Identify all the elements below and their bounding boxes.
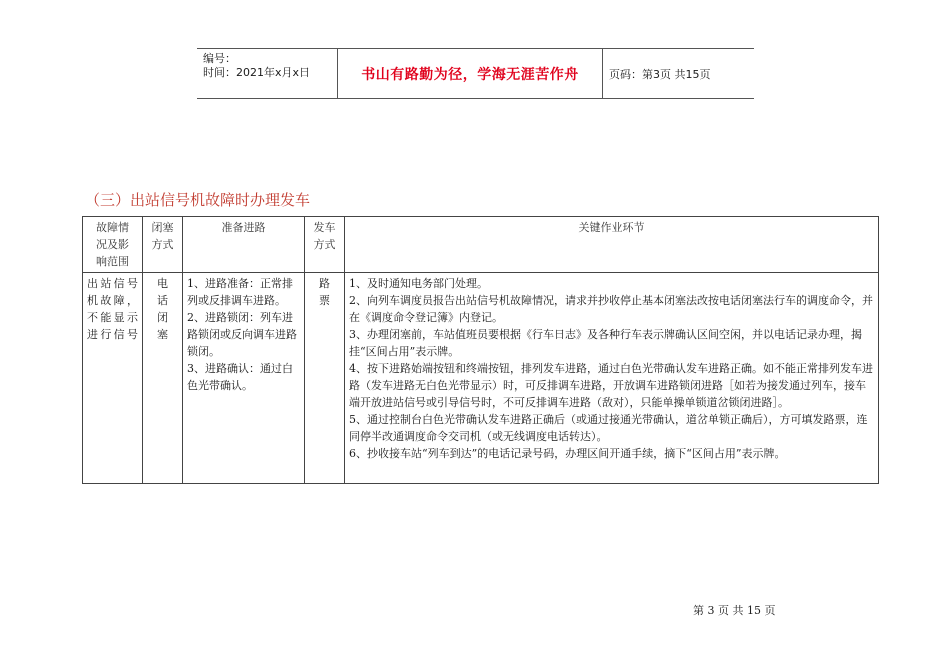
key-step: 5、通过控制台白色光带确认发车进路正确后（或通过接通光带确认，道岔单锁正确后），方可填发路票，连同停半改通调度命令交司机（或无线调度电话转达）。 [349,413,868,443]
header-block-mode: 闭塞 方式 [143,217,183,273]
key-step: 2、向列车调度员报告出站信号机故障情况，请求并抄收停止基本闭塞法改按电话闭塞法行车的调度命令，并在《调度命令登记簿》内登记。 [349,294,873,324]
route-step: 2、进路锁闭：列车进路锁闭或反向调车进路锁闭。 [187,311,297,358]
cell-key-steps [345,273,879,484]
header-fault-scope: 故障情 况及影 响范围 [83,217,143,273]
page-header [197,48,754,99]
key-step: 4、按下进路始端按钮和终端按钮，排列发车进路，通过白色光带确认发车进路正确。如不能正常排列发车进路（发车进路无白色光带显示）时，可反排调车进路，开放调车进路锁闭进路［如若为接发通过列车，接车端开放进站信号或引导信号时，不可反排调车进路（敌对），只能单操单锁道岔锁闭进路］。 [349,362,873,409]
route-step: 1、进路准备：正常排列或反排调车进路。 [187,277,293,307]
page-footer: 第 3 页 共 15 页 [693,604,776,617]
table-header-row [83,217,879,273]
key-step: 3、办理闭塞前，车站值班员要根据《行车日志》及各种行车表示牌确认区间空闲，并以电话记录办理，揭挂“区间占用”表示牌。 [349,328,862,358]
header-depart-mode: 发车 方式 [305,217,345,273]
procedure-table [82,216,879,484]
header-route-prep: 准备进路 [183,217,305,273]
header-key-steps: 关键作业环节 [345,217,879,273]
key-step: 6、抄收接车站“列车到达”的电话记录号码，办理区间开通手续，摘下“区间占用”表示牌。 [349,447,786,460]
header-motto: 书山有路勤为径，学海无涯苦作舟 [338,49,603,98]
header-meta [197,49,338,98]
header-page-number: 页码：第3页 共15页 [609,67,711,81]
number-label: 编号： [203,52,236,65]
cell-depart-mode: 路 票 [305,273,345,484]
date-text: 时间：2021年x月x日 [203,66,311,79]
key-step: 1、及时通知电务部门处理。 [349,277,488,290]
cell-block-mode: 电 话 闭 塞 [143,273,183,484]
cell-route-prep [183,273,305,484]
cell-fault: 出站信号机故障，不能显示进行信号 [83,273,143,484]
route-step: 3、进路确认：通过白色光带确认。 [187,362,293,392]
table-row [83,273,879,484]
section-title: （三）出站信号机故障时办理发车 [85,191,311,209]
